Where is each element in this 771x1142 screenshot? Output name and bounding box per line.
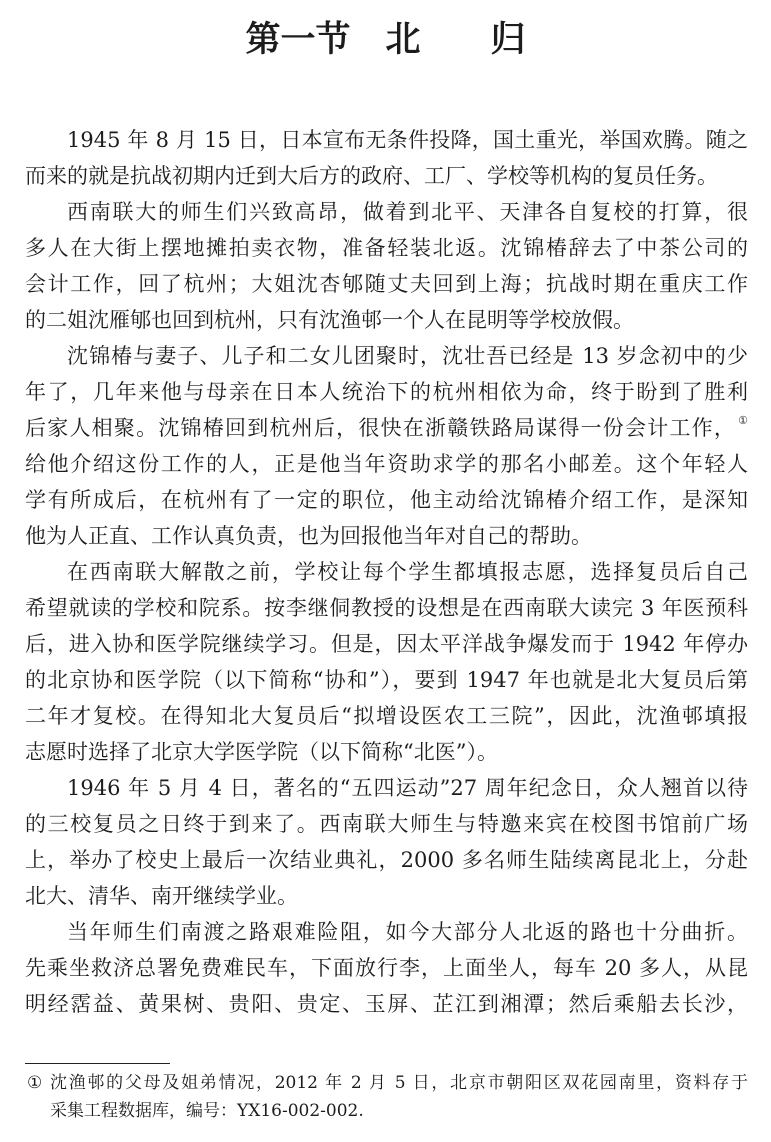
paragraph-line: 北大、清华、南开继续学业。 xyxy=(25,884,298,908)
paragraph-line: 而来的就是抗战初期内迁到大后方的政府、工厂、学校等机构的复员任务。 xyxy=(25,164,718,188)
paragraph-line: 给他介绍这份工作的人，正是他当年资助求学的那名小邮差。这个年轻人 xyxy=(25,452,748,476)
paragraph-line: 1946 年 5 月 4 日，著名的“五四运动”27 周年纪念日，众人翘首以待 xyxy=(67,776,748,800)
paragraph-line: 当年师生们南渡之路艰难险阻，如今大部分人北返的路也十分曲折。 xyxy=(67,920,748,944)
paragraph-line: 西南联大的师生们兴致高昂，做着到北平、天津各自复校的打算，很 xyxy=(67,200,748,224)
paragraph-line: 希望就读的学校和院系。按李继侗教授的设想是在西南联大读完 3 年医预科 xyxy=(25,596,748,620)
paragraph-line: 先乘坐救济总署免费难民车，下面放行李，上面坐人，每车 20 多人，从昆 xyxy=(25,956,748,980)
paragraph-line-with-footnote-ref xyxy=(25,410,748,446)
paragraph-line: 年了，几年来他与母亲在日本人统治下的杭州相依为命，终于盼到了胜利 xyxy=(25,380,748,404)
paragraph-1 xyxy=(25,122,748,194)
paragraph-line: 上，举办了校史上最后一次结业典礼，2000 多名师生陆续离昆北上，分赴 xyxy=(25,848,748,872)
paragraph-line: 沈锦椿与妻子、儿子和二女儿团聚时，沈壮吾已经是 13 岁念初中的少 xyxy=(67,344,748,368)
paragraph-line: 明经霑益、黄果树、贵阳、贵定、玉屏、芷江到湘潭；然后乘船去长沙， xyxy=(25,992,748,1016)
paragraph-line: 的二姐沈雁郇也回到杭州，只有沈渔邨一个人在昆明等学校放假。 xyxy=(25,308,634,332)
footnote-divider xyxy=(25,1063,170,1064)
footnote xyxy=(27,1069,748,1125)
footnote-line: 沈渔邨的父母及姐弟情况，2012 年 2 月 5 日，北京市朝阳区双花园南里，资料存于 xyxy=(50,1073,748,1093)
paragraph-line: 在西南联大解散之前，学校让每个学生都填报志愿，选择复员后自己 xyxy=(67,560,748,584)
paragraph-line: 他为人正直、工作认真负责，也为回报他当年对自己的帮助。 xyxy=(25,524,592,548)
paragraph-line: 1945 年 8 月 15 日，日本宣布无条件投降，国土重光，举国欢腾。随之 xyxy=(67,128,748,152)
paragraph-6 xyxy=(25,914,748,1022)
footnote-line: 采集工程数据库，编号：YX16-002-002. xyxy=(50,1101,364,1121)
footnote-reference[interactable]: ① xyxy=(738,414,748,427)
paragraph-line: 志愿时选择了北京大学医学院（以下简称“北医”）。 xyxy=(25,740,498,764)
footnote-marker: ① xyxy=(27,1073,43,1093)
section-title: 第一节 北 归 xyxy=(245,19,526,60)
paragraph-5 xyxy=(25,770,748,914)
paragraph-line: 学有所成后，在杭州有了一定的职位，他主动给沈锦椿介绍工作，是深知 xyxy=(25,488,748,512)
paragraph-line: 后，进入协和医学院继续学习。但是，因太平洋战争爆发而于 1942 年停办 xyxy=(25,632,748,656)
paragraph-line: 会计工作，回了杭州；大姐沈杏郇随丈夫回到上海；抗战时期在重庆工作 xyxy=(25,272,748,296)
paragraph-line: 二年才复校。在得知北大复员后“拟增设医农工三院”，因此，沈渔邨填报 xyxy=(25,704,748,728)
paragraph-line: 多人在大街上摆地摊拍卖衣物，准备轻装北返。沈锦椿辞去了中茶公司的 xyxy=(25,236,748,260)
paragraph-line: 的北京协和医学院（以下简称“协和”），要到 1947 年也就是北大复员后第 xyxy=(25,668,748,692)
paragraph-4 xyxy=(25,554,748,770)
paragraph-line: 的三校复员之日终于到来了。西南联大师生与特邀来宾在校图书馆前广场 xyxy=(25,812,748,836)
paragraph-line-text: 后家人相聚。沈锦椿回到杭州后，很快在浙赣铁路局谋得一份会计工作， xyxy=(25,416,737,440)
paragraph-2 xyxy=(25,194,748,338)
body-text xyxy=(25,122,748,1022)
paragraph-3 xyxy=(25,338,748,554)
